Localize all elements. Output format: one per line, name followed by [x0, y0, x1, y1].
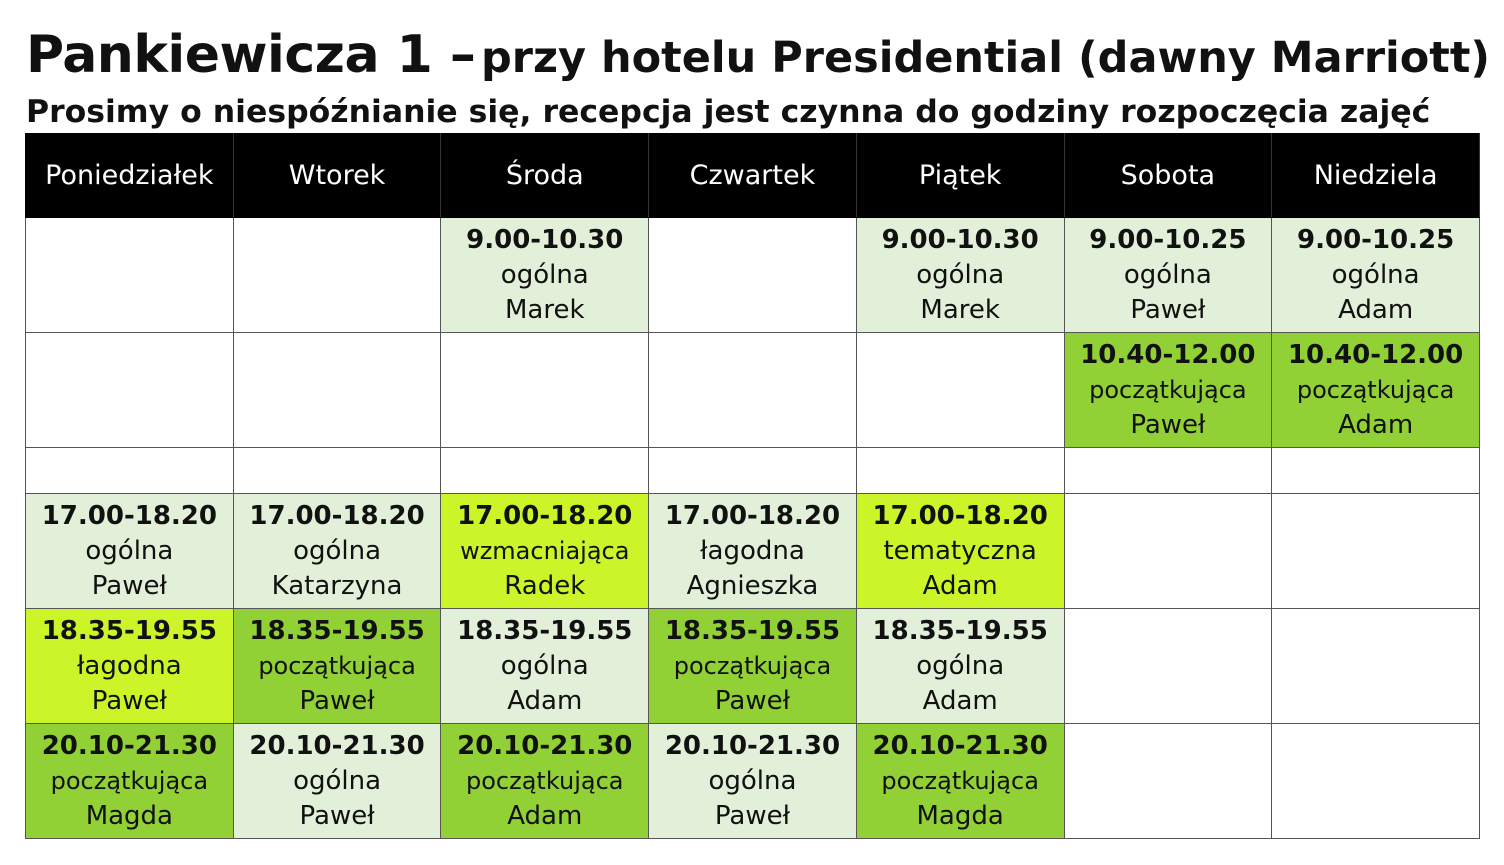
class-time: 17.00-18.20	[872, 500, 1048, 531]
class-type: ogólna	[916, 259, 1005, 290]
empty-cell	[1064, 609, 1272, 724]
class-type: ogólna	[916, 650, 1005, 681]
class-time: 18.35-19.55	[872, 615, 1048, 646]
class-teacher: Paweł	[91, 685, 167, 716]
class-time: 17.00-18.20	[41, 500, 217, 531]
empty-cell	[233, 218, 441, 333]
class-teacher: Adam	[922, 685, 998, 716]
class-cell	[441, 609, 649, 724]
class-cell	[856, 494, 1064, 609]
class-cell	[1064, 218, 1272, 333]
day-header: Środa	[441, 134, 649, 218]
class-type: początkująca	[258, 651, 416, 680]
class-cell	[1272, 218, 1480, 333]
class-teacher: Katarzyna	[271, 570, 403, 601]
empty-cell	[1272, 609, 1480, 724]
class-teacher: Paweł	[91, 570, 167, 601]
class-teacher: Paweł	[299, 685, 375, 716]
class-type: ogólna	[1331, 259, 1420, 290]
day-header: Niedziela	[1272, 134, 1480, 218]
class-time: 9.00-10.25	[1089, 224, 1247, 255]
class-teacher: Paweł	[714, 800, 790, 831]
class-cell	[441, 494, 649, 609]
class-time: 18.35-19.55	[249, 615, 425, 646]
class-time: 17.00-18.20	[249, 500, 425, 531]
day-header-row	[26, 134, 1480, 218]
class-time: 17.00-18.20	[457, 500, 633, 531]
class-type: początkująca	[1089, 375, 1247, 404]
empty-cell	[233, 448, 441, 494]
class-cell	[441, 724, 649, 839]
class-cell	[649, 494, 857, 609]
class-type: wzmacniająca	[460, 536, 630, 565]
page-subtitle: Prosimy o niespóźnianie się, recepcja jest czynna do godziny rozpoczęcia zajęć	[26, 94, 1431, 130]
class-time: 20.10-21.30	[872, 730, 1048, 761]
class-time: 10.40-12.00	[1080, 339, 1256, 370]
class-time: 17.00-18.20	[664, 500, 841, 531]
class-time: 20.10-21.30	[457, 730, 633, 761]
class-type: łagodna	[77, 650, 182, 681]
class-type: ogólna	[1123, 259, 1212, 290]
class-time: 9.00-10.30	[466, 224, 624, 255]
class-teacher: Adam	[507, 800, 583, 831]
class-cell	[649, 724, 857, 839]
page-title	[26, 22, 1490, 88]
class-type: ogólna	[500, 650, 589, 681]
class-teacher: Magda	[85, 800, 173, 831]
class-teacher: Radek	[504, 570, 586, 601]
time-slot-row	[26, 609, 1480, 724]
empty-cell	[441, 448, 649, 494]
empty-cell	[649, 333, 857, 448]
class-cell	[649, 609, 857, 724]
class-time: 18.35-19.55	[664, 615, 841, 646]
class-time: 20.10-21.30	[41, 730, 217, 761]
class-type: początkująca	[50, 766, 209, 795]
class-cell	[856, 609, 1064, 724]
class-type: początkująca	[466, 766, 624, 795]
class-cell	[26, 494, 234, 609]
day-header: Wtorek	[233, 134, 441, 218]
class-type: początkująca	[1296, 375, 1455, 404]
class-time: 20.10-21.30	[249, 730, 425, 761]
empty-cell	[856, 333, 1064, 448]
empty-cell	[233, 333, 441, 448]
day-header: Sobota	[1064, 134, 1272, 218]
time-slot-row	[26, 724, 1480, 839]
empty-cell	[1272, 494, 1480, 609]
class-type: łagodna	[700, 535, 805, 566]
class-type: ogólna	[708, 765, 797, 796]
class-type: tematyczna	[883, 535, 1037, 566]
empty-cell	[649, 218, 857, 333]
class-type: ogólna	[85, 535, 174, 566]
empty-cell	[26, 333, 234, 448]
schedule-body	[26, 218, 1480, 839]
class-type: początkująca	[673, 651, 832, 680]
empty-cell	[1064, 494, 1272, 609]
title-detail: przy hotelu Presidential (dawny Marriott)	[481, 33, 1491, 83]
day-header: Piątek	[856, 134, 1064, 218]
class-cell	[441, 218, 649, 333]
empty-cell	[1064, 448, 1272, 494]
class-type: ogólna	[293, 535, 382, 566]
class-cell	[1272, 333, 1480, 448]
class-time: 18.35-19.55	[457, 615, 633, 646]
class-teacher: Paweł	[299, 800, 375, 831]
empty-cell	[1272, 724, 1480, 839]
class-cell	[26, 609, 234, 724]
class-teacher: Adam	[1338, 409, 1414, 440]
day-header: Poniedziałek	[26, 134, 234, 218]
class-teacher: Adam	[922, 570, 998, 601]
class-cell	[856, 724, 1064, 839]
class-type: początkująca	[881, 766, 1039, 795]
class-teacher: Marek	[504, 294, 585, 325]
class-type: ogólna	[500, 259, 589, 290]
time-slot-row	[26, 494, 1480, 609]
class-teacher: Adam	[1338, 294, 1414, 325]
empty-cell	[1064, 724, 1272, 839]
class-type: ogólna	[293, 765, 382, 796]
class-cell	[26, 724, 234, 839]
class-cell	[233, 609, 441, 724]
empty-cell	[1272, 448, 1480, 494]
class-teacher: Agnieszka	[686, 570, 819, 601]
class-teacher: Paweł	[1130, 294, 1206, 325]
class-cell	[856, 218, 1064, 333]
class-time: 9.00-10.30	[881, 224, 1039, 255]
class-time: 18.35-19.55	[41, 615, 217, 646]
title-location: Pankiewicza 1 –	[26, 25, 476, 85]
time-slot-row	[26, 218, 1480, 333]
spacer-row	[26, 448, 1480, 494]
empty-cell	[26, 448, 234, 494]
empty-cell	[856, 448, 1064, 494]
class-teacher: Paweł	[714, 685, 790, 716]
class-time: 20.10-21.30	[664, 730, 841, 761]
schedule-table	[25, 133, 1480, 839]
class-cell	[233, 724, 441, 839]
class-teacher: Adam	[507, 685, 583, 716]
day-header: Czwartek	[649, 134, 857, 218]
class-time: 10.40-12.00	[1287, 339, 1464, 370]
empty-cell	[649, 448, 857, 494]
class-teacher: Paweł	[1130, 409, 1206, 440]
class-cell	[1064, 333, 1272, 448]
class-time: 9.00-10.25	[1297, 224, 1455, 255]
empty-cell	[26, 218, 234, 333]
class-teacher: Marek	[920, 294, 1000, 325]
empty-cell	[441, 333, 649, 448]
class-cell	[233, 494, 441, 609]
class-teacher: Magda	[916, 800, 1004, 831]
time-slot-row	[26, 333, 1480, 448]
